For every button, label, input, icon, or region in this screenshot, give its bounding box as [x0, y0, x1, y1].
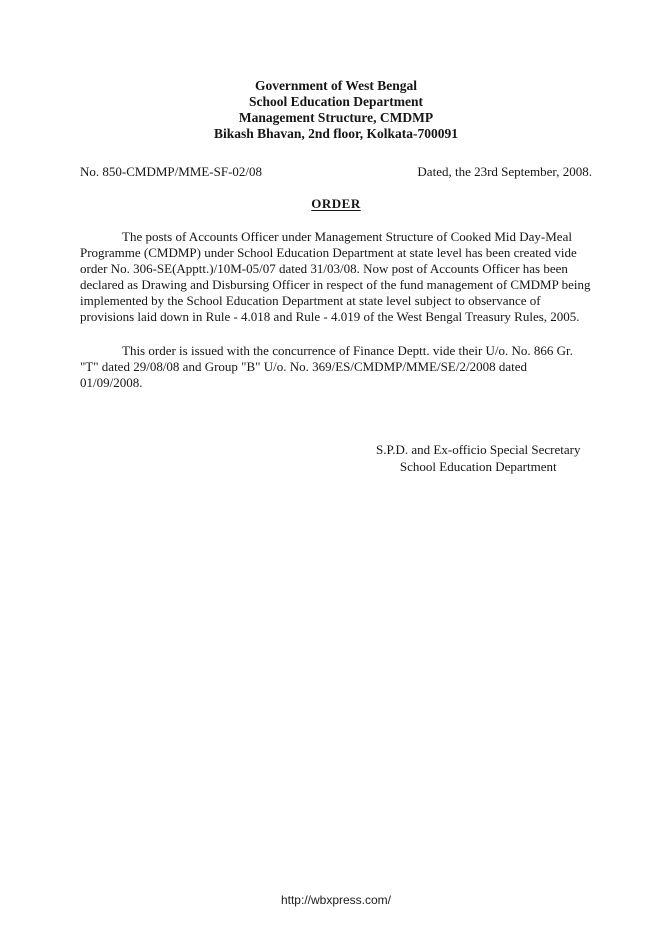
- letterhead-address: Bikash Bhavan, 2nd floor, Kolkata-700091: [213, 126, 459, 141]
- letterhead-structure: Management Structure, CMDMP: [238, 110, 434, 125]
- body-paragraph-2: This order is issued with the concurrence of Finance Deptt. vide their U/o. No. 866 Gr. "T" dated 29/08/08 and Group "B" U/o. No. 369/ES/CMDMP/MME/SE/2/2008 dated 01/09/2008.: [80, 343, 573, 390]
- memo-number: No. 850-CMDMP/MME-SF-02/08: [80, 164, 263, 179]
- signature-block: [376, 441, 580, 475]
- signatory-title: S.P.D. and Ex-officio Special Secretary: [376, 442, 581, 457]
- order-heading: ORDER: [311, 196, 361, 211]
- body-paragraph-1: The posts of Accounts Officer under Management Structure of Cooked Mid Day-Meal Programme (CMDMP) under School Education Department at state level has been created vide order No. 306-SE(Apptt.)/10M-05/07 dated 31/03/08. Now post of Accounts Officer has been declared as Drawing and Disbursing Officer in respect of the fund management of CMDMP being implemented by the School Education Department at state level subject to observance of provisions laid down in Rule - 4.018 and Rule - 4.019 of the West Bengal Treasury Rules, 2005.: [80, 229, 591, 324]
- memo-date: Dated, the 23rd September, 2008.: [417, 164, 592, 179]
- footer-watermark: [0, 893, 672, 907]
- signatory-department: School Education Department: [399, 459, 557, 474]
- letterhead: [80, 78, 592, 142]
- reference-row: [80, 164, 592, 180]
- footer-url: http://wbxpress.com/: [280, 893, 392, 907]
- signature-area: [80, 441, 592, 475]
- letterhead-department: School Education Department: [248, 94, 423, 109]
- letterhead-government: Government of West Bengal: [254, 78, 418, 93]
